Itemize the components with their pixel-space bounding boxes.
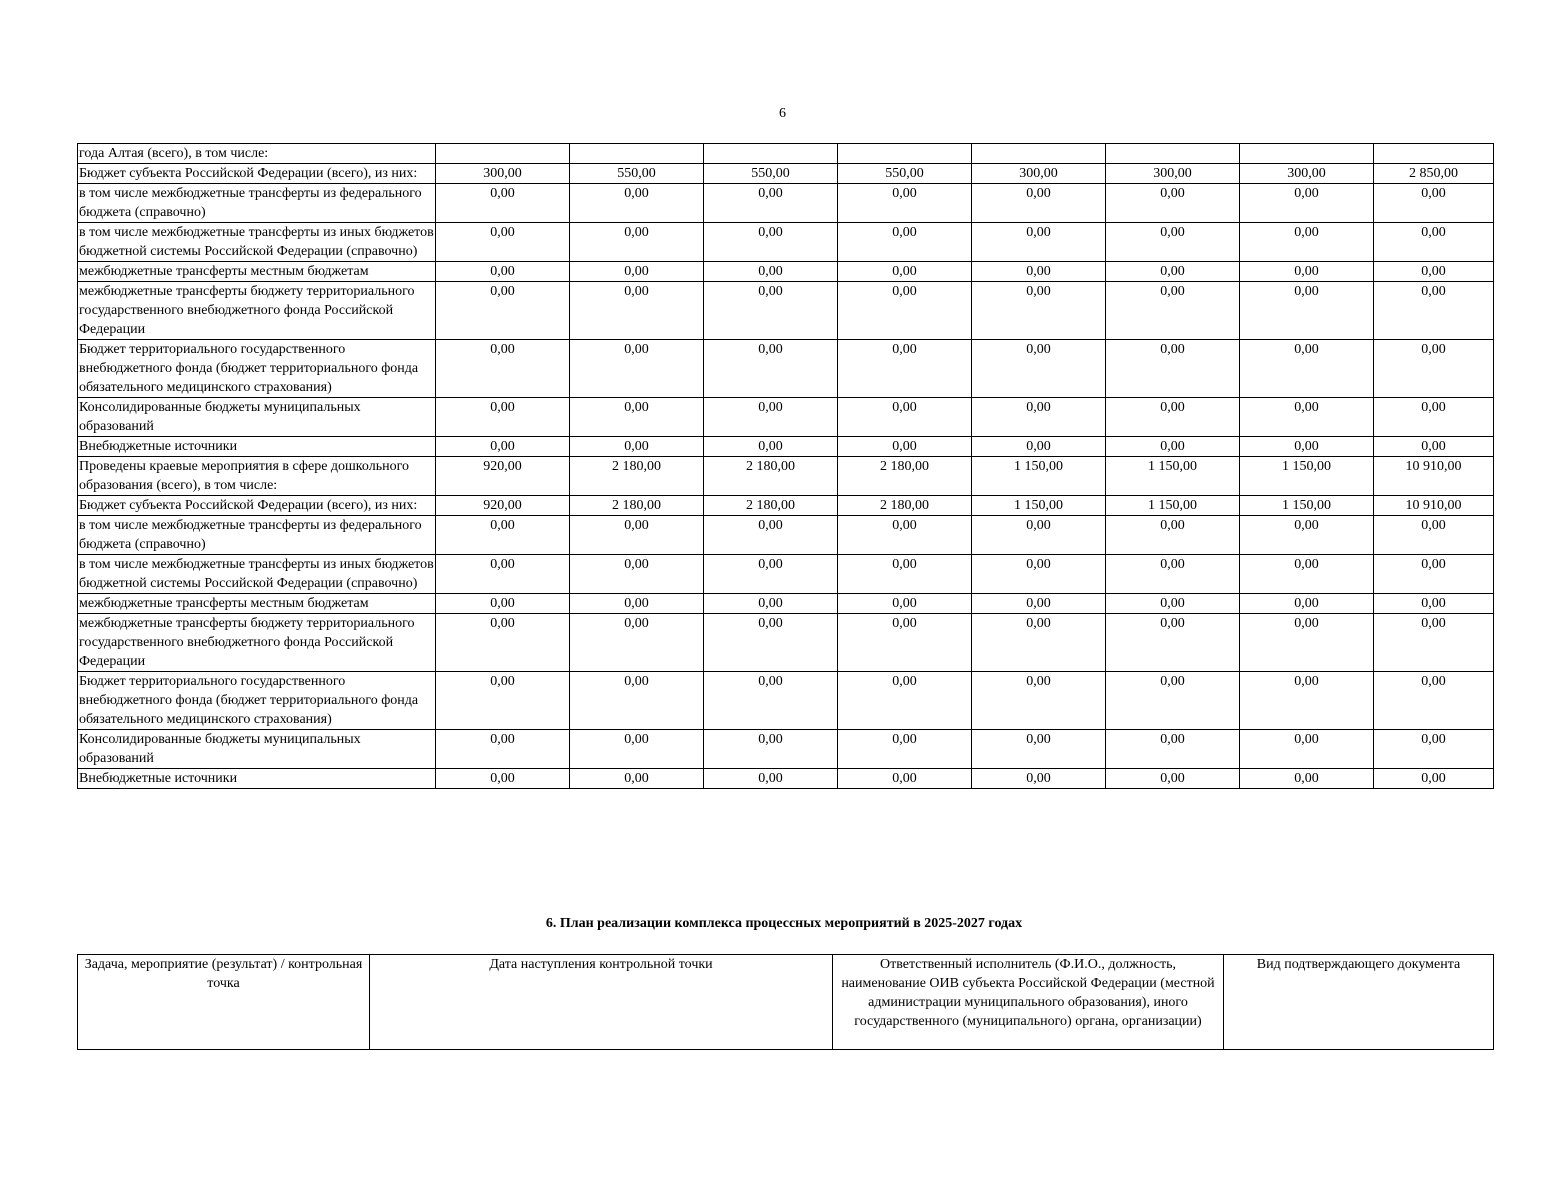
budget-value-cell: 0,00 — [838, 555, 972, 594]
budget-value-cell: 0,00 — [1240, 437, 1374, 457]
budget-value-cell: 0,00 — [436, 672, 570, 730]
budget-value-cell: 0,00 — [704, 437, 838, 457]
budget-value-cell: 0,00 — [838, 262, 972, 282]
budget-value-cell: 0,00 — [704, 398, 838, 437]
budget-row — [78, 164, 1494, 184]
budget-value-cell: 0,00 — [1106, 769, 1240, 789]
budget-value-cell: 0,00 — [1106, 594, 1240, 614]
budget-value-cell: 0,00 — [1240, 262, 1374, 282]
budget-value-cell: 2 180,00 — [704, 496, 838, 516]
budget-total-cell: 0,00 — [1374, 437, 1494, 457]
budget-value-cell: 0,00 — [1240, 282, 1374, 340]
budget-value-cell: 0,00 — [436, 769, 570, 789]
budget-row — [78, 398, 1494, 437]
budget-value-cell: 0,00 — [972, 672, 1106, 730]
budget-row-label: Бюджет субъекта Российской Федерации (всего), из них: — [78, 164, 436, 184]
budget-value-cell: 0,00 — [436, 555, 570, 594]
budget-value-cell: 1 150,00 — [1106, 496, 1240, 516]
budget-value-cell: 0,00 — [704, 555, 838, 594]
budget-row — [78, 437, 1494, 457]
budget-value-cell: 0,00 — [1106, 398, 1240, 437]
budget-value-cell: 920,00 — [436, 496, 570, 516]
budget-row — [78, 672, 1494, 730]
budget-value-cell: 550,00 — [570, 164, 704, 184]
budget-value-cell: 0,00 — [436, 282, 570, 340]
budget-value-cell: 0,00 — [972, 516, 1106, 555]
budget-value-cell: 0,00 — [1106, 555, 1240, 594]
budget-value-cell: 0,00 — [1106, 340, 1240, 398]
budget-value-cell: 0,00 — [1106, 516, 1240, 555]
budget-row-label: Внебюджетные источники — [78, 769, 436, 789]
budget-value-cell: 0,00 — [972, 340, 1106, 398]
budget-value-cell: 0,00 — [838, 769, 972, 789]
budget-value-cell: 0,00 — [838, 516, 972, 555]
plan-table — [77, 954, 1494, 1050]
budget-value-cell: 2 180,00 — [570, 457, 704, 496]
budget-value-cell: 0,00 — [570, 672, 704, 730]
budget-value-cell: 0,00 — [1106, 672, 1240, 730]
budget-value-cell: 0,00 — [570, 614, 704, 672]
budget-value-cell: 0,00 — [704, 516, 838, 555]
plan-header-responsible: Ответственный исполнитель (Ф.И.О., должность, наименование ОИВ субъекта Российской Федерации (местной администрации муниципального образования), иного государственного (муниципального) органа, организации) — [833, 955, 1224, 1050]
budget-value-cell: 0,00 — [838, 594, 972, 614]
budget-row-label: Консолидированные бюджеты муниципальных образований — [78, 398, 436, 437]
budget-value-cell: 0,00 — [972, 769, 1106, 789]
budget-row-label: Внебюджетные источники — [78, 437, 436, 457]
budget-value-cell: 0,00 — [1106, 437, 1240, 457]
budget-value-cell: 2 180,00 — [838, 496, 972, 516]
budget-row — [78, 594, 1494, 614]
budget-value-cell: 0,00 — [436, 730, 570, 769]
budget-value-cell: 0,00 — [436, 340, 570, 398]
plan-header-document: Вид подтверждающего документа — [1224, 955, 1494, 1050]
budget-value-cell: 0,00 — [838, 730, 972, 769]
budget-value-cell: 550,00 — [704, 164, 838, 184]
budget-value-cell: 0,00 — [1106, 223, 1240, 262]
budget-row-label: года Алтая (всего), в том числе: — [78, 144, 436, 164]
budget-value-cell: 0,00 — [570, 398, 704, 437]
plan-header-task: Задача, мероприятие (результат) / контрольная точка — [78, 955, 370, 1050]
budget-total-cell: 0,00 — [1374, 555, 1494, 594]
budget-total-cell: 10 910,00 — [1374, 496, 1494, 516]
budget-value-cell: 0,00 — [1240, 555, 1374, 594]
page-number: 6 — [779, 106, 786, 121]
budget-total-cell: 0,00 — [1374, 516, 1494, 555]
budget-row — [78, 223, 1494, 262]
budget-value-cell — [570, 144, 704, 164]
budget-value-cell: 0,00 — [704, 730, 838, 769]
budget-value-cell: 0,00 — [704, 184, 838, 223]
budget-value-cell — [1106, 144, 1240, 164]
budget-total-cell: 0,00 — [1374, 223, 1494, 262]
budget-value-cell: 0,00 — [972, 614, 1106, 672]
budget-value-cell: 0,00 — [704, 340, 838, 398]
budget-value-cell: 1 150,00 — [972, 496, 1106, 516]
budget-value-cell: 0,00 — [972, 555, 1106, 594]
budget-value-cell: 0,00 — [838, 340, 972, 398]
budget-row — [78, 555, 1494, 594]
budget-row — [78, 496, 1494, 516]
budget-value-cell: 0,00 — [570, 594, 704, 614]
budget-total-cell — [1374, 144, 1494, 164]
budget-value-cell: 0,00 — [704, 594, 838, 614]
budget-row — [78, 262, 1494, 282]
budget-row-label: в том числе межбюджетные трансферты из федерального бюджета (справочно) — [78, 184, 436, 223]
budget-value-cell: 0,00 — [972, 184, 1106, 223]
budget-value-cell: 300,00 — [972, 164, 1106, 184]
budget-total-cell: 0,00 — [1374, 730, 1494, 769]
budget-value-cell: 1 150,00 — [1106, 457, 1240, 496]
budget-total-cell: 0,00 — [1374, 594, 1494, 614]
budget-value-cell: 0,00 — [1240, 672, 1374, 730]
budget-value-cell: 0,00 — [570, 437, 704, 457]
budget-row-label: в том числе межбюджетные трансферты из федерального бюджета (справочно) — [78, 516, 436, 555]
budget-value-cell: 0,00 — [838, 282, 972, 340]
budget-value-cell: 0,00 — [436, 398, 570, 437]
budget-row — [78, 614, 1494, 672]
budget-value-cell: 0,00 — [972, 730, 1106, 769]
budget-total-cell: 0,00 — [1374, 614, 1494, 672]
budget-value-cell: 0,00 — [838, 437, 972, 457]
budget-value-cell: 0,00 — [838, 398, 972, 437]
budget-value-cell: 0,00 — [972, 223, 1106, 262]
budget-value-cell: 1 150,00 — [972, 457, 1106, 496]
budget-value-cell: 0,00 — [704, 614, 838, 672]
budget-value-cell: 0,00 — [972, 262, 1106, 282]
budget-value-cell: 2 180,00 — [838, 457, 972, 496]
budget-row — [78, 769, 1494, 789]
budget-value-cell: 0,00 — [436, 262, 570, 282]
budget-value-cell: 0,00 — [570, 516, 704, 555]
budget-row-label: в том числе межбюджетные трансферты из иных бюджетов бюджетной системы Российской Федерации (справочно) — [78, 223, 436, 262]
budget-value-cell: 1 150,00 — [1240, 496, 1374, 516]
budget-value-cell: 300,00 — [436, 164, 570, 184]
budget-row — [78, 457, 1494, 496]
budget-value-cell: 0,00 — [972, 398, 1106, 437]
budget-value-cell: 0,00 — [1240, 223, 1374, 262]
budget-value-cell: 0,00 — [570, 730, 704, 769]
budget-total-cell: 0,00 — [1374, 340, 1494, 398]
budget-total-cell: 0,00 — [1374, 262, 1494, 282]
budget-value-cell: 0,00 — [1240, 769, 1374, 789]
budget-value-cell — [1240, 144, 1374, 164]
budget-row — [78, 516, 1494, 555]
budget-value-cell: 0,00 — [704, 769, 838, 789]
budget-row-label: Проведены краевые мероприятия в сфере дошкольного образования (всего), в том числе: — [78, 457, 436, 496]
budget-value-cell: 0,00 — [570, 555, 704, 594]
budget-value-cell — [838, 144, 972, 164]
budget-total-cell: 10 910,00 — [1374, 457, 1494, 496]
section-title: 6. План реализации комплекса процессных мероприятий в 2025-2027 годах — [545, 916, 1023, 931]
budget-total-cell: 0,00 — [1374, 769, 1494, 789]
budget-row — [78, 340, 1494, 398]
budget-value-cell: 0,00 — [436, 516, 570, 555]
budget-value-cell: 0,00 — [1240, 730, 1374, 769]
budget-total-cell: 2 850,00 — [1374, 164, 1494, 184]
budget-value-cell: 0,00 — [972, 594, 1106, 614]
budget-value-cell: 0,00 — [704, 282, 838, 340]
budget-value-cell: 0,00 — [1240, 516, 1374, 555]
budget-table — [77, 143, 1494, 789]
budget-value-cell: 0,00 — [436, 594, 570, 614]
budget-value-cell: 0,00 — [570, 262, 704, 282]
budget-value-cell — [436, 144, 570, 164]
budget-row-label: Бюджет субъекта Российской Федерации (всего), из них: — [78, 496, 436, 516]
budget-value-cell: 0,00 — [838, 223, 972, 262]
budget-value-cell: 0,00 — [1240, 340, 1374, 398]
budget-row-label: межбюджетные трансферты местным бюджетам — [78, 594, 436, 614]
budget-value-cell: 1 150,00 — [1240, 457, 1374, 496]
budget-value-cell: 300,00 — [1240, 164, 1374, 184]
budget-value-cell: 0,00 — [972, 437, 1106, 457]
budget-value-cell: 300,00 — [1106, 164, 1240, 184]
budget-value-cell: 0,00 — [1106, 184, 1240, 223]
budget-value-cell: 0,00 — [838, 184, 972, 223]
budget-total-cell: 0,00 — [1374, 282, 1494, 340]
budget-row — [78, 730, 1494, 769]
budget-row — [78, 282, 1494, 340]
budget-value-cell: 0,00 — [704, 223, 838, 262]
plan-header-date: Дата наступления контрольной точки — [370, 955, 833, 1050]
budget-value-cell: 0,00 — [436, 437, 570, 457]
budget-value-cell: 0,00 — [1240, 594, 1374, 614]
budget-value-cell: 0,00 — [570, 282, 704, 340]
budget-row-label: Бюджет территориального государственного внебюджетного фонда (бюджет территориального фонда обязательного медицинского страхования) — [78, 672, 436, 730]
budget-row-label: Бюджет территориального государственного внебюджетного фонда (бюджет территориального фонда обязательного медицинского страхования) — [78, 340, 436, 398]
budget-value-cell — [972, 144, 1106, 164]
budget-row-label: Консолидированные бюджеты муниципальных образований — [78, 730, 436, 769]
budget-value-cell: 0,00 — [436, 184, 570, 223]
budget-value-cell: 0,00 — [704, 672, 838, 730]
budget-value-cell: 0,00 — [570, 769, 704, 789]
budget-row-label: межбюджетные трансферты бюджету территориального государственного внебюджетного фонда Российской Федерации — [78, 614, 436, 672]
budget-row — [78, 144, 1494, 164]
budget-value-cell: 920,00 — [436, 457, 570, 496]
budget-value-cell: 0,00 — [838, 614, 972, 672]
budget-value-cell: 0,00 — [1106, 614, 1240, 672]
budget-total-cell: 0,00 — [1374, 672, 1494, 730]
budget-value-cell: 0,00 — [1240, 614, 1374, 672]
budget-value-cell: 0,00 — [972, 282, 1106, 340]
budget-value-cell — [704, 144, 838, 164]
budget-value-cell: 550,00 — [838, 164, 972, 184]
budget-row — [78, 184, 1494, 223]
budget-row-label: межбюджетные трансферты бюджету территориального государственного внебюджетного фонда Российской Федерации — [78, 282, 436, 340]
budget-value-cell: 0,00 — [570, 340, 704, 398]
budget-value-cell: 0,00 — [1240, 184, 1374, 223]
budget-value-cell: 0,00 — [1240, 398, 1374, 437]
budget-total-cell: 0,00 — [1374, 184, 1494, 223]
budget-value-cell: 2 180,00 — [570, 496, 704, 516]
budget-value-cell: 0,00 — [838, 672, 972, 730]
budget-value-cell: 0,00 — [704, 262, 838, 282]
budget-value-cell: 0,00 — [570, 223, 704, 262]
budget-row-label: межбюджетные трансферты местным бюджетам — [78, 262, 436, 282]
budget-value-cell: 0,00 — [1106, 282, 1240, 340]
budget-row-label: в том числе межбюджетные трансферты из иных бюджетов бюджетной системы Российской Федерации (справочно) — [78, 555, 436, 594]
plan-header-row — [78, 955, 1494, 1050]
budget-value-cell: 0,00 — [436, 614, 570, 672]
budget-value-cell: 0,00 — [570, 184, 704, 223]
budget-value-cell: 2 180,00 — [704, 457, 838, 496]
budget-value-cell: 0,00 — [1106, 730, 1240, 769]
budget-value-cell: 0,00 — [1106, 262, 1240, 282]
budget-value-cell: 0,00 — [436, 223, 570, 262]
budget-total-cell: 0,00 — [1374, 398, 1494, 437]
